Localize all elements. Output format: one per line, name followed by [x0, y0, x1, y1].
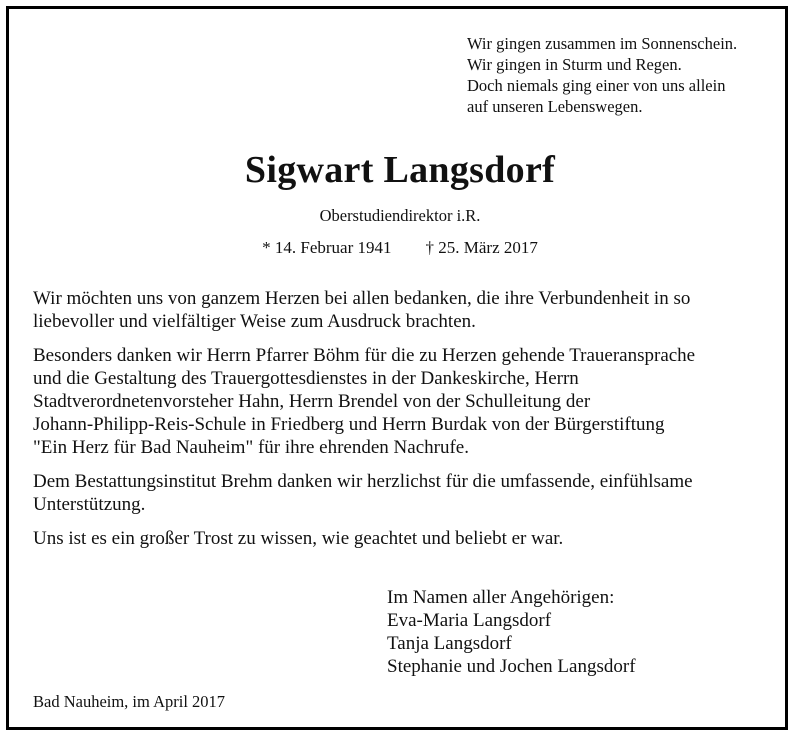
text-line: Johann-Philipp-Reis-Schule in Friedberg und Herrn Burdak von der Bürgerstiftung	[33, 414, 665, 435]
text-line: Uns ist es ein großer Trost zu wissen, wie geachtet und beliebt er war.	[33, 528, 564, 549]
poem-line: auf unseren Lebenswegen.	[467, 97, 643, 116]
poem-line: Wir gingen in Sturm und Regen.	[467, 55, 682, 74]
text-line: Dem Bestattungsinstitut Brehm danken wir herzlichst für die umfassende, einfühlsame	[33, 471, 693, 492]
death-date: † 25. März 2017	[425, 238, 538, 257]
signature-line: Tanja Langsdorf	[387, 633, 512, 654]
place-date: Bad Nauheim, im April 2017	[33, 692, 226, 711]
poem-line: Wir gingen zusammen im Sonnenschein.	[467, 34, 738, 53]
poem	[467, 33, 737, 117]
deceased-name: Sigwart Langsdorf	[244, 149, 556, 191]
paragraph	[33, 527, 763, 550]
text-line: liebevoller und vielfältiger Weise zum Ausdruck brachten.	[33, 311, 476, 332]
poem-line: Doch niemals ging einer von uns allein	[467, 76, 726, 95]
birth-date: * 14. Februar 1941	[262, 238, 392, 257]
paragraph	[33, 470, 763, 516]
paragraph	[33, 287, 763, 333]
thank-you-text	[33, 287, 763, 561]
life-dates	[0, 238, 800, 258]
paragraph	[33, 344, 763, 459]
text-line: Stadtverordnetenvorsteher Hahn, Herrn Brendel von der Schulleitung der	[33, 391, 591, 412]
text-line: und die Gestaltung des Trauergottesdienstes in der Dankeskirche, Herrn	[33, 368, 579, 389]
signature-line: Eva-Maria Langsdorf	[387, 610, 552, 631]
signature-block	[387, 586, 636, 678]
text-line: Unterstützung.	[33, 494, 146, 515]
deceased-title: Oberstudiendirektor i.R.	[319, 206, 481, 225]
text-line: Besonders danken wir Herrn Pfarrer Böhm für die zu Herzen gehende Traueransprache	[33, 345, 696, 366]
signature-line: Stephanie und Jochen Langsdorf	[387, 656, 636, 677]
text-line: Wir möchten uns von ganzem Herzen bei allen bedanken, die ihre Verbundenheit in so	[33, 288, 691, 309]
text-line: "Ein Herz für Bad Nauheim" für ihre ehrenden Nachrufe.	[33, 437, 469, 458]
signature-line: Im Namen aller Angehörigen:	[387, 587, 615, 608]
